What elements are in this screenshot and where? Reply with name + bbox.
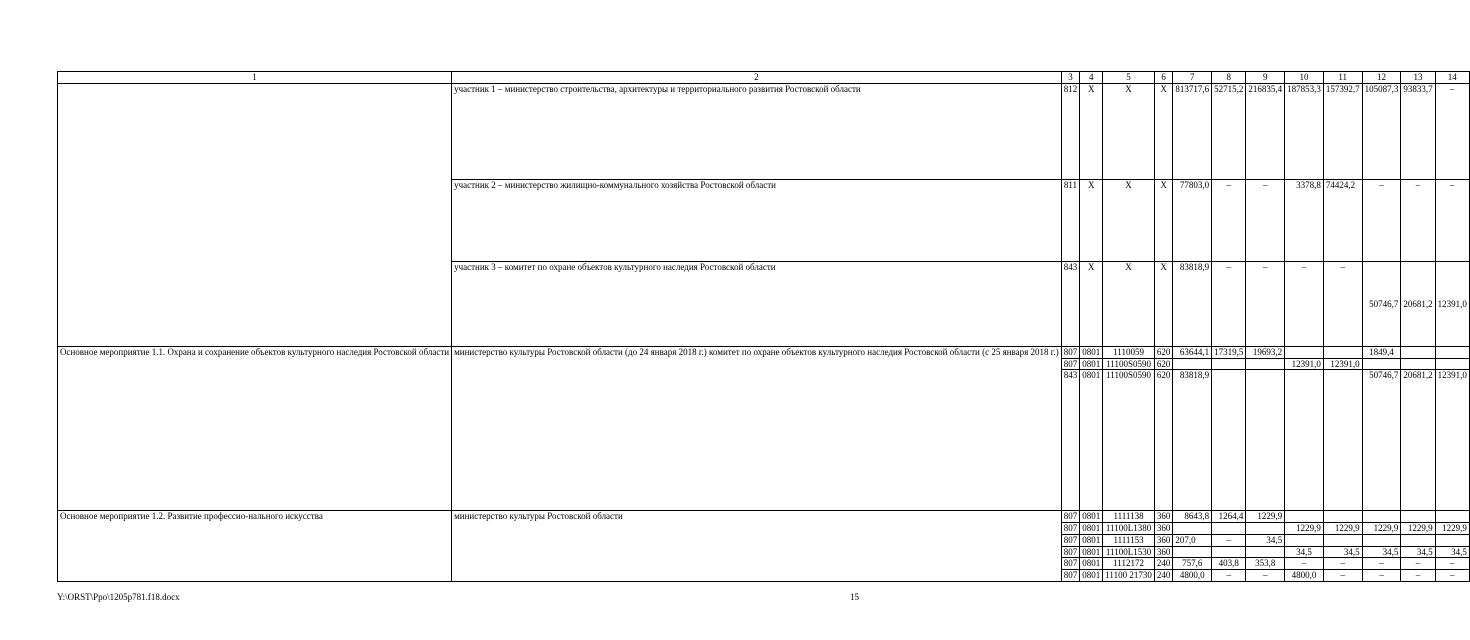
cell-value	[1246, 546, 1285, 558]
cell-value	[1401, 511, 1435, 523]
cell-value	[1362, 511, 1401, 523]
cell-value: 1229,9	[1285, 523, 1324, 535]
cell-value: 50746,7	[1362, 262, 1401, 347]
cell-vr: 360	[1154, 546, 1173, 558]
cell-value: –	[1212, 569, 1246, 581]
cell-value: –	[1246, 180, 1285, 262]
cell-value: –	[1212, 180, 1246, 262]
measure-name: Основное мероприятие 1.2. Развитие профессио-нального искусства	[58, 511, 452, 581]
cell-gr: 807	[1061, 511, 1080, 523]
page-number: 15	[850, 592, 859, 602]
cell-value: –	[1435, 569, 1469, 581]
cell-value	[1212, 523, 1246, 535]
cell-value	[1323, 511, 1362, 523]
cell-section: 0801	[1080, 569, 1103, 581]
cell-value	[1362, 358, 1401, 370]
header-cell: 13	[1401, 72, 1435, 84]
cell-value: 353,8	[1246, 558, 1285, 570]
cell-section: 0801	[1080, 546, 1103, 558]
budget-table	[57, 71, 1470, 582]
cell-value	[1323, 534, 1362, 546]
cell-x: Х	[1103, 262, 1155, 347]
cell-csr: 11100 21730	[1103, 569, 1155, 581]
measure-executor: министерство культуры Ростовской области (до 24 января 2018 г.) комитет по охране объектов культурного наследия Ростовской области (с 25 января 2018 г.)	[452, 347, 1062, 511]
cell-csr: 1111138	[1103, 511, 1155, 523]
cell-gr: 843	[1061, 262, 1080, 347]
cell-value: –	[1362, 180, 1401, 262]
cell-value	[1173, 523, 1212, 535]
cell-value: 105087,3	[1362, 84, 1401, 180]
cell-value: –	[1362, 558, 1401, 570]
cell-section: 0801	[1080, 347, 1103, 359]
header-cell: 7	[1173, 72, 1212, 84]
participant-desc: участник 2 – министерство жилищно-коммунального хозяйства Ростовской области	[452, 180, 1062, 262]
cell-value	[1435, 511, 1469, 523]
cell-x: Х	[1154, 180, 1173, 262]
cell-value	[1285, 370, 1324, 511]
cell-value: 1229,9	[1323, 523, 1362, 535]
footer-file-path: Y:\ORST\Ppo\1205p781.f18.docx	[57, 592, 180, 602]
cell-value: 17319,5	[1212, 347, 1246, 359]
cell-value: 50746,7	[1362, 370, 1401, 511]
cell-value: 4800,0	[1285, 569, 1324, 581]
cell-value: 34,5	[1435, 546, 1469, 558]
cell-value: 1229,9	[1435, 523, 1469, 535]
cell-value: 34,5	[1246, 534, 1285, 546]
cell-value: –	[1435, 180, 1469, 262]
cell-value: 757,6	[1173, 558, 1212, 570]
cell-value: 12391,0	[1435, 262, 1469, 347]
measure-executor: министерство культуры Ростовской области	[452, 511, 1062, 581]
cell-csr: 11100L1530	[1103, 546, 1155, 558]
cell-csr: 11100L1380	[1103, 523, 1155, 535]
cell-x: Х	[1154, 262, 1173, 347]
cell-value: 813717,6	[1173, 84, 1212, 180]
cell-value: –	[1285, 262, 1324, 347]
cell-section: 0801	[1080, 534, 1103, 546]
measure-name: Основное мероприятие 1.1. Охрана и сохранение объектов культурного наследия Ростовской области	[58, 347, 452, 511]
header-cell: 1	[58, 72, 452, 84]
cell-value: –	[1212, 262, 1246, 347]
cell-csr: 1111153	[1103, 534, 1155, 546]
participant-desc: участник 1 – министерство строительства, архитектуры и территориального развития Ростовской области	[452, 84, 1062, 180]
cell-x: Х	[1154, 84, 1173, 180]
cell-value: 403,8	[1212, 558, 1246, 570]
cell-value: –	[1323, 558, 1362, 570]
cell-gr: 807	[1061, 569, 1080, 581]
cell-value: 12391,0	[1323, 358, 1362, 370]
cell-x: Х	[1080, 180, 1103, 262]
cell-value: –	[1246, 569, 1285, 581]
cell-value: 216835,4	[1246, 84, 1285, 180]
header-cell: 11	[1323, 72, 1362, 84]
cell-value: –	[1435, 84, 1469, 180]
header-cell: 5	[1103, 72, 1155, 84]
cell-value	[1246, 358, 1285, 370]
cell-value: 12391,0	[1435, 370, 1469, 511]
cell-value: 207,0	[1173, 534, 1212, 546]
cell-section: 0801	[1080, 523, 1103, 535]
header-cell: 9	[1246, 72, 1285, 84]
measure-row	[58, 347, 1470, 359]
cell-gr: 807	[1061, 523, 1080, 535]
cell-value: 157392,7	[1323, 84, 1362, 180]
cell-section: 0801	[1080, 370, 1103, 511]
cell-gr: 807	[1061, 546, 1080, 558]
cell-value: –	[1362, 569, 1401, 581]
cell-gr: 807	[1061, 347, 1080, 359]
cell-value	[1212, 358, 1246, 370]
cell-value	[1323, 347, 1362, 359]
cell-value: –	[1246, 262, 1285, 347]
cell-value: 34,5	[1323, 546, 1362, 558]
cell-vr: 240	[1154, 569, 1173, 581]
cell-value	[1435, 534, 1469, 546]
header-cell: 6	[1154, 72, 1173, 84]
cell-value: 12391,0	[1285, 358, 1324, 370]
cell-value: –	[1323, 262, 1362, 347]
cell-value: –	[1401, 569, 1435, 581]
empty-cell	[58, 84, 452, 347]
cell-value: 93833,7	[1401, 84, 1435, 180]
cell-value	[1401, 534, 1435, 546]
cell-value: 1229,9	[1401, 523, 1435, 535]
cell-vr: 240	[1154, 558, 1173, 570]
cell-x: Х	[1080, 262, 1103, 347]
cell-gr: 807	[1061, 558, 1080, 570]
cell-vr: 360	[1154, 523, 1173, 535]
participant-row	[58, 84, 1470, 180]
cell-value: 1229,9	[1246, 511, 1285, 523]
cell-value: 83818,9	[1173, 370, 1212, 511]
cell-value: –	[1401, 558, 1435, 570]
cell-section: 0801	[1080, 558, 1103, 570]
cell-value: –	[1435, 558, 1469, 570]
header-row	[58, 72, 1470, 84]
cell-value	[1212, 370, 1246, 511]
cell-section: 0801	[1080, 358, 1103, 370]
cell-value	[1285, 534, 1324, 546]
cell-value: 1229,9	[1362, 523, 1401, 535]
cell-vr: 360	[1154, 511, 1173, 523]
cell-value: 34,5	[1285, 546, 1324, 558]
cell-value: –	[1401, 180, 1435, 262]
cell-value	[1362, 534, 1401, 546]
cell-vr: 620	[1154, 370, 1173, 511]
cell-gr: 807	[1061, 534, 1080, 546]
cell-value: 63644,1	[1173, 347, 1212, 359]
cell-value: –	[1212, 534, 1246, 546]
cell-value: 83818,9	[1173, 262, 1212, 347]
cell-value: 3378,8	[1285, 180, 1324, 262]
cell-vr: 620	[1154, 347, 1173, 359]
cell-value	[1435, 347, 1469, 359]
cell-value	[1285, 511, 1324, 523]
cell-value: –	[1323, 569, 1362, 581]
cell-gr: 843	[1061, 370, 1080, 511]
cell-gr: 811	[1061, 180, 1080, 262]
header-cell: 4	[1080, 72, 1103, 84]
cell-value: 187853,3	[1285, 84, 1324, 180]
cell-value: 74424,2	[1323, 180, 1362, 262]
header-cell: 3	[1061, 72, 1080, 84]
cell-value: 20681,2	[1401, 262, 1435, 347]
cell-csr: 1110059	[1103, 347, 1155, 359]
participant-desc: участник 3 – комитет по охране объектов культурного наследия Ростовской области	[452, 262, 1062, 347]
cell-value: 20681,2	[1401, 370, 1435, 511]
cell-csr: 11100S0590	[1103, 370, 1155, 511]
cell-value: 34,5	[1401, 546, 1435, 558]
cell-value	[1212, 546, 1246, 558]
cell-value	[1323, 370, 1362, 511]
header-cell: 12	[1362, 72, 1401, 84]
cell-value: 77803,0	[1173, 180, 1212, 262]
cell-value	[1401, 358, 1435, 370]
header-cell: 10	[1285, 72, 1324, 84]
cell-value: 52715,2	[1212, 84, 1246, 180]
cell-value: 8643,8	[1173, 511, 1212, 523]
cell-section: 0801	[1080, 511, 1103, 523]
cell-gr: 812	[1061, 84, 1080, 180]
cell-value	[1246, 370, 1285, 511]
cell-value: 4800,0	[1173, 569, 1212, 581]
cell-x: Х	[1103, 84, 1155, 180]
header-cell: 14	[1435, 72, 1469, 84]
cell-csr: 11100S0590	[1103, 358, 1155, 370]
cell-csr: 1112172	[1103, 558, 1155, 570]
cell-x: Х	[1103, 180, 1155, 262]
measure-row	[58, 511, 1470, 523]
cell-value: 19693,2	[1246, 347, 1285, 359]
cell-value: 1849,4	[1362, 347, 1401, 359]
cell-gr: 807	[1061, 358, 1080, 370]
cell-vr: 620	[1154, 358, 1173, 370]
cell-value: 34,5	[1362, 546, 1401, 558]
cell-vr: 360	[1154, 534, 1173, 546]
cell-value	[1246, 523, 1285, 535]
cell-value: –	[1285, 558, 1324, 570]
cell-value	[1401, 347, 1435, 359]
cell-value	[1435, 358, 1469, 370]
cell-x: Х	[1080, 84, 1103, 180]
cell-value	[1173, 358, 1212, 370]
header-cell: 2	[452, 72, 1062, 84]
header-cell: 8	[1212, 72, 1246, 84]
cell-value	[1285, 347, 1324, 359]
cell-value: 1264,4	[1212, 511, 1246, 523]
cell-value	[1173, 546, 1212, 558]
